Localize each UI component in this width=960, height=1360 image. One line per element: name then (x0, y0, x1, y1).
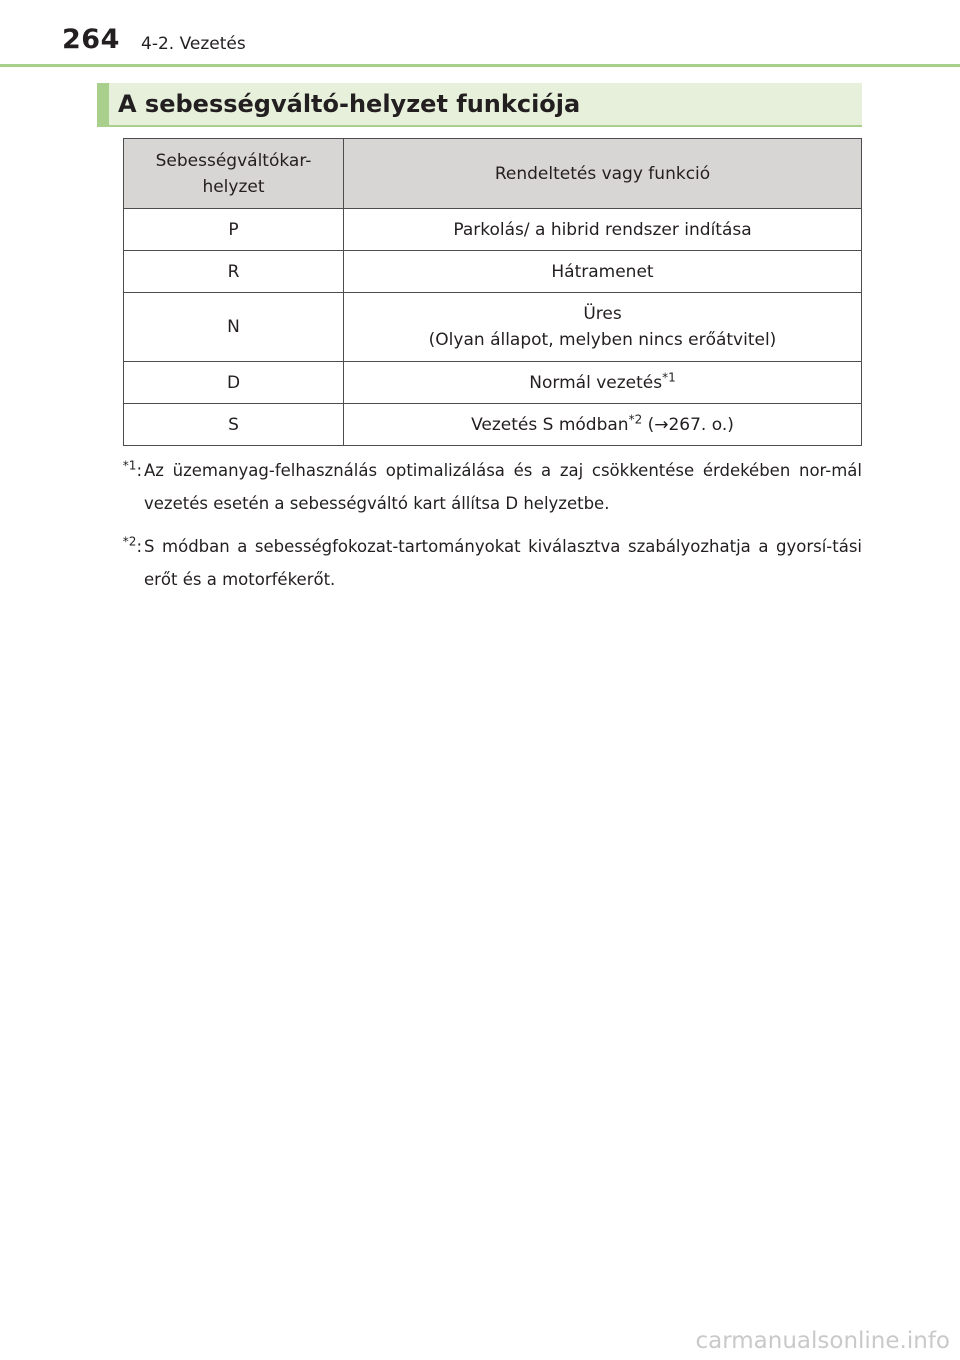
footnote-2 (100, 530, 862, 596)
position-cell: D (124, 362, 344, 404)
table-row (124, 293, 862, 362)
gear-position-table (123, 138, 862, 446)
function-line1: Üres (583, 304, 622, 324)
page-number: 264 (62, 24, 120, 55)
table-row (124, 251, 862, 293)
position-cell: P (124, 209, 344, 251)
footnote-separator: : (136, 461, 142, 480)
function-cell (344, 404, 862, 446)
footnote-mark (100, 454, 142, 487)
function-cell: Parkolás/ a hibrid rendszer indítása (344, 209, 862, 251)
footnote-text: Az üzemanyag-felhasználás optimalizálása és a zaj csökkentése érdekében nor-mál vezetés esetén a sebességváltó kart állítsa D helyzetbe. (144, 461, 862, 513)
function-cell (344, 362, 862, 404)
section-title: A sebességváltó-helyzet funkciója (118, 90, 581, 118)
function-cell: Hátramenet (344, 251, 862, 293)
table-row (124, 362, 862, 404)
footnote-separator: : (136, 537, 142, 556)
section-accent (97, 83, 109, 125)
section-heading (97, 83, 862, 127)
function-cell (344, 293, 862, 362)
table-row (124, 209, 862, 251)
table-row (124, 404, 862, 446)
function-text: Vezetés S módban (471, 414, 629, 435)
function-text: Normál vezetés (529, 372, 663, 393)
function-line2: (Olyan állapot, melyben nincs erőátvitel) (428, 330, 777, 350)
header-position-line2: helyzet (202, 176, 265, 197)
header-function: Rendeltetés vagy funkció (344, 139, 862, 209)
footnote-mark-number: *1 (122, 458, 137, 473)
table-header-row (124, 139, 862, 209)
footnote-ref: *1 (662, 369, 676, 384)
position-cell: N (124, 293, 344, 362)
chapter-title: 4-2. Vezetés (141, 34, 246, 54)
watermark: carmanualsonline.info (695, 1328, 950, 1354)
header-position-line1: Sebességváltókar- (155, 150, 312, 171)
header-position (124, 139, 344, 209)
footnote-mark (100, 530, 142, 563)
footnote-1 (100, 454, 862, 520)
header-rule (0, 64, 960, 67)
cross-reference: (→267. o.) (647, 414, 734, 435)
footnote-text: S módban a sebességfokozat-tartományokat kiválasztva szabályozhatja a gyorsí-tási erőt és a motorfékerőt. (144, 537, 862, 589)
position-cell: R (124, 251, 344, 293)
footnote-mark-number: *2 (122, 534, 137, 549)
position-cell: S (124, 404, 344, 446)
footnote-ref: *2 (628, 411, 643, 426)
